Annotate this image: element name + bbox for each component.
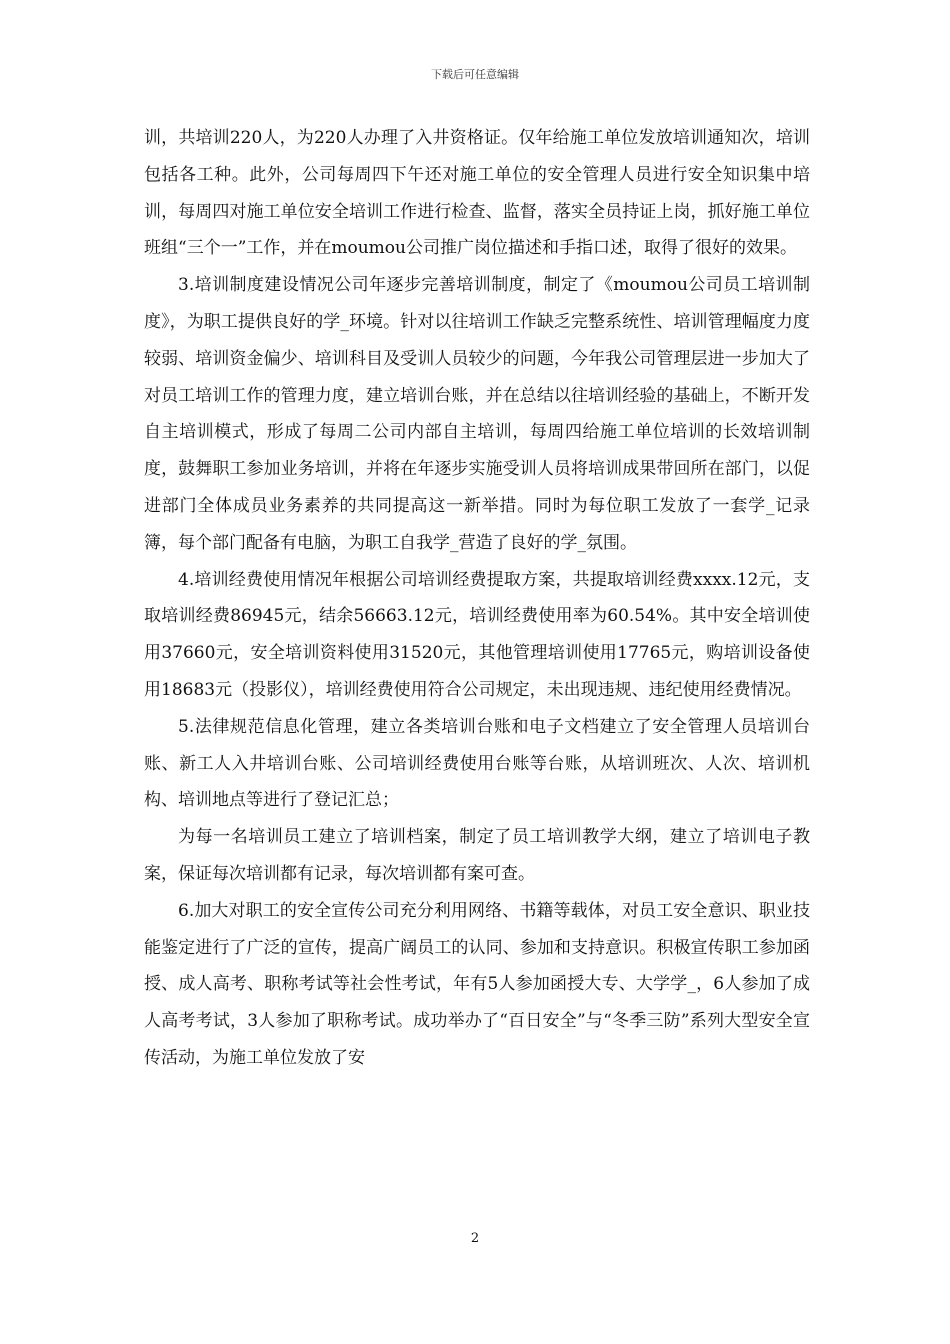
paragraph-training-funds: 4.培训经费使用情况年根据公司培训经费提取方案，共提取培训经费xxxx.12元，支取培训经费86945元，结余56663.12元，培训经费使用率为60.54%。其中安全培训使用37660元，安全培训资料使用31520元，其他管理培训使用17765元，购培训设备使用18683元（投影仪），培训经费使用符合公司规定，未出现违规、违纪使用经费情况。 <box>144 569 810 700</box>
paragraph-training-archives: 为每一名培训员工建立了培训档案，制定了员工培训教学大纲，建立了培训电子教案，保证每次培训都有记录，每次培训都有案可查。 <box>144 827 810 884</box>
page-number: 2 <box>470 1231 480 1246</box>
paragraph-training-system: 3.培训制度建设情况公司年逐步完善培训制度，制定了《moumou公司员工培训制度》，为职工提供良好的学_环境。针对以往培训工作缺乏完整系统性、培训管理幅度力度较弱、培训资金偏少、培训科目及受训人员较少的问题，今年我公司管理层进一步加大了对员工培训工作的管理力度，建立培训台账，并在总结以往培训经验的基础上，不断开发自主培训模式，形成了每周二公司内部自主培训，每周四给施工单位培训的长效培训制度，鼓舞职工参加业务培训，并将在年逐步实施受训人员将培训成果带回所在部门，以促进部门全体成员业务素养的共同提高这一新举措。同时为每位职工发放了一套学_记录簿，每个部门配备有电脑，为职工自我学_营造了良好的学_氛围。 <box>144 275 810 553</box>
paragraph-safety-publicity: 6.加大对职工的安全宣传公司充分利用网络、书籍等载体，对员工安全意识、职业技能鉴定进行了广泛的宣传，提高广阔员工的认同、参加和支持意识。积极宣传职工参加函授、成人高考、职称考试等社会性考试，年有5人参加函授大专、大学学_，6人参加了成人高考考试，3人参加了职称考试。成功举办了“百日安全”与“冬季三防”系列大型安全宣传活动，为施工单位发放了安 <box>144 900 810 1068</box>
paragraph-continuation: 训，共培训220人，为220人办理了入井资格证。仅年给施工单位发放培训通知次，培训包括各工种。此外，公司每周四下午还对施工单位的安全管理人员进行安全知识集中培训，每周四对施工单位安全培训工作进行检查、监督，落实全员持证上岗，抓好施工单位班组“三个一”工作，并在moumou公司推广岗位描述和手指口述，取得了很好的效果。 <box>144 128 810 259</box>
paragraph-information-management: 5.法律规范信息化管理，建立各类培训台账和电子文档建立了安全管理人员培训台账、新工人入井培训台账、公司培训经费使用台账等台账，从培训班次、人次、培训机构、培训地点等进行了登记汇总； <box>144 716 810 811</box>
document-body <box>144 120 810 1077</box>
page-header: 下载后可任意编辑 <box>431 68 519 81</box>
